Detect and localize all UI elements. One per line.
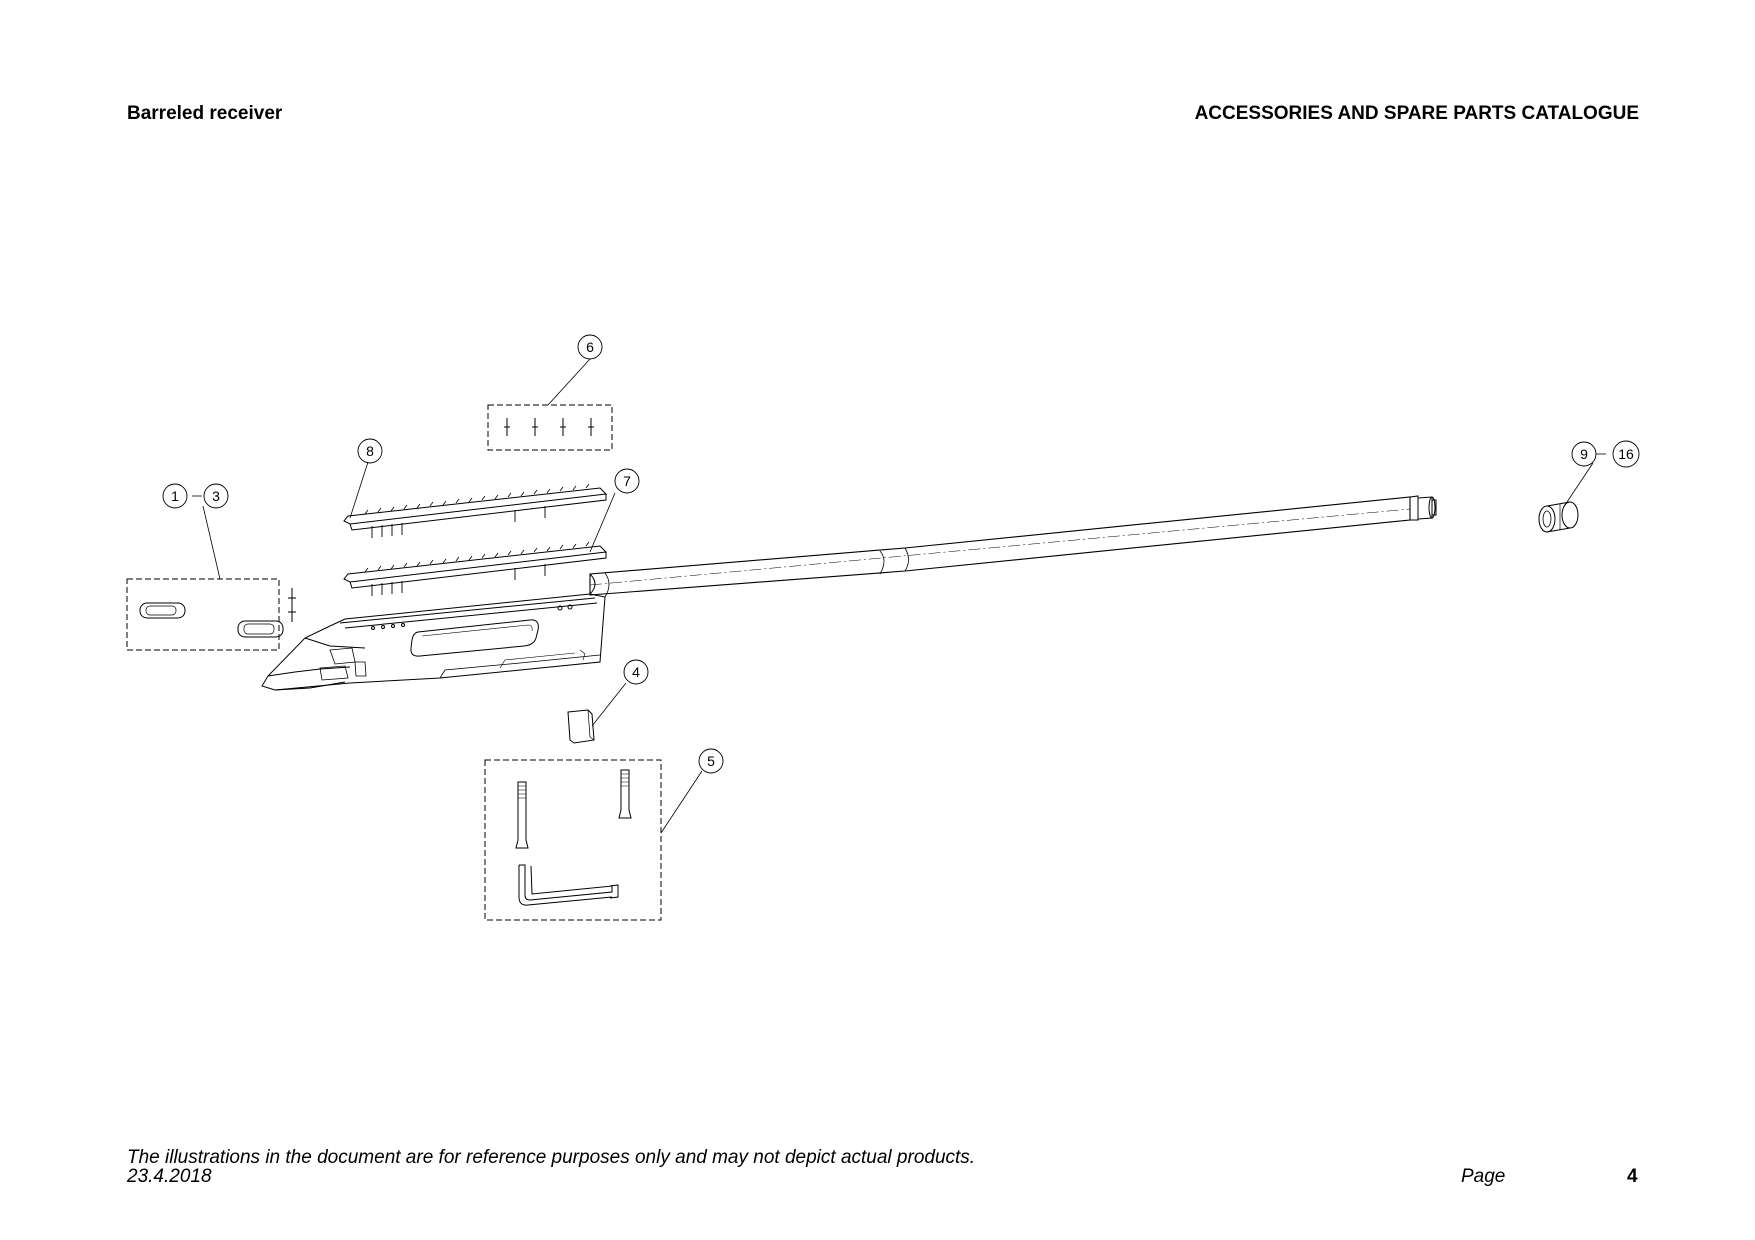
section-title: Barreled receiver xyxy=(127,103,283,124)
callout-circles xyxy=(163,335,1639,773)
parts-group-5 xyxy=(485,760,661,920)
callout-9: 9 xyxy=(1580,446,1588,462)
screw-set-part-6 xyxy=(488,405,612,450)
muzzle-device-9-16 xyxy=(1539,502,1578,532)
disclaimer-text: The illustrations in the document are for reference purposes only and may not depict actual products. xyxy=(127,1147,976,1168)
receiver xyxy=(262,573,609,690)
rail-part-8 xyxy=(344,484,606,538)
leader-lines xyxy=(192,359,1606,833)
callout-6: 6 xyxy=(586,339,594,355)
page-number: 4 xyxy=(1627,1166,1638,1187)
parts-group-1-3 xyxy=(127,579,296,650)
barrel xyxy=(590,496,1436,595)
catalogue-title: ACCESSORIES AND SPARE PARTS CATALOGUE xyxy=(1194,103,1639,124)
rail-part-7 xyxy=(344,542,606,596)
callout-1: 1 xyxy=(171,488,179,504)
callout-labels xyxy=(171,339,1634,769)
callout-3: 3 xyxy=(212,488,220,504)
callout-4: 4 xyxy=(632,664,640,680)
callout-8: 8 xyxy=(366,443,374,459)
callout-16: 16 xyxy=(1618,446,1634,462)
page-label: Page xyxy=(1461,1166,1506,1187)
part-4-block xyxy=(568,710,594,743)
document-date: 23.4.2018 xyxy=(127,1166,212,1187)
callout-5: 5 xyxy=(707,753,715,769)
callout-7: 7 xyxy=(623,473,631,489)
